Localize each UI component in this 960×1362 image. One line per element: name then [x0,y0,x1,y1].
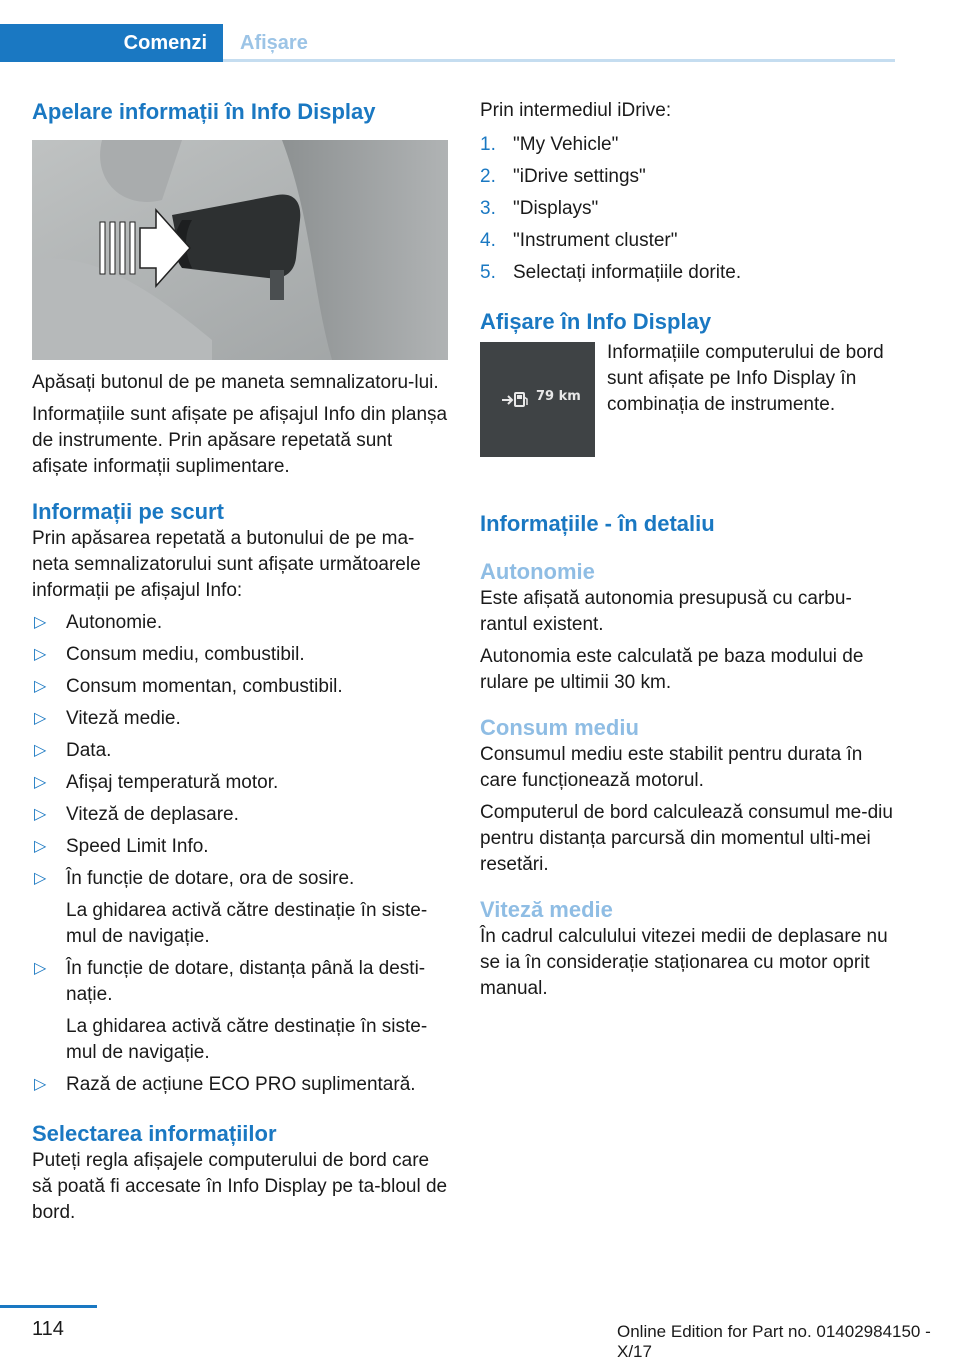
list-item [32,834,448,860]
tab-afisare[interactable]: Afișare [240,32,308,54]
list-item-text: Afișaj temperatură motor. [66,772,279,793]
list-item [480,228,896,254]
triangle-bullet-icon: ▷ [34,614,47,631]
step-number: 4. [480,230,496,251]
triangle-bullet-icon: ▷ [34,646,47,663]
step-text: "Instrument cluster" [513,230,678,251]
step-text: "My Vehicle" [513,134,619,155]
heading-afisare-info: Afișare în Info Display [480,309,712,334]
page-number: 114 [32,1318,64,1340]
list-item-subtext: La ghidarea activă către destinație în siste‐mul de navigație. [66,1016,428,1063]
info-bullet-list [32,610,448,1098]
list-item [32,738,448,764]
display-block [480,340,896,480]
step-text: "iDrive settings" [513,166,646,187]
list-item [480,132,896,158]
list-item [32,674,448,700]
list-item-subtext: La ghidarea activă către destinație în siste‐mul de navigație. [66,900,428,947]
list-item-text: Viteză medie. [66,708,181,729]
subheading-viteza-medie: Viteză medie [480,897,613,922]
list-item [32,610,448,636]
list-item [32,866,448,950]
list-item [32,1072,448,1098]
list-item [480,196,896,222]
edition-note: Online Edition for Part no. 01402984150 - X/17 [617,1322,931,1361]
para-idrive-intro: Prin intermediul iDrive: [480,100,672,121]
step-text: Selectați informațiile dorite. [513,262,742,283]
triangle-bullet-icon: ▷ [34,710,47,727]
list-item-text: Consum momentan, combustibil. [66,676,343,697]
left-column [32,98,448,1226]
list-item-text: Consum mediu, combustibil. [66,644,305,665]
para-consum-1: Consumul mediu este stabilit pentru durata în care funcționează motorul. [480,744,863,791]
heading-apelare: Apelare informații în Info Display [32,99,376,124]
triangle-bullet-icon: ▷ [34,870,47,887]
list-item-text: Viteză de deplasare. [66,804,239,825]
list-item [32,706,448,732]
heading-in-detaliu: Informațiile - în detaliu [480,511,715,536]
list-item [32,770,448,796]
triangle-bullet-icon: ▷ [34,838,47,855]
list-item-text: În funcție de dotare, ora de sosire. [66,868,355,889]
header-tabs [0,24,895,62]
idrive-steps-list [480,132,896,286]
list-item-text: În funcție de dotare, distanța până la desti‐nație. [66,958,426,1005]
triangle-bullet-icon: ▷ [34,960,47,977]
step-number: 1. [480,134,496,155]
para-consum-2: Computerul de bord calculează consumul me‐diu pentru distanța parcursă din momentul ulti‐mei resetări. [480,802,893,875]
step-number: 5. [480,262,496,283]
heading-informatii-scurt: Informații pe scurt [32,499,224,524]
footer-rule [0,1305,97,1308]
heading-selectarea: Selectarea informațiilor [32,1121,277,1146]
step-number: 3. [480,198,496,219]
step-text: "Displays" [513,198,599,219]
list-item [32,802,448,828]
para-autonomie-2: Autonomia este calculată pe baza modului de rulare pe ultimii 30 km. [480,646,864,693]
para-autonomie-1: Este afișată autonomia presupusă cu carbu‐rantul existent. [480,588,852,635]
para-display-text: Informațiile computerului de bord sunt afișate pe Info Display în combinația de instrumente. [607,342,884,415]
list-item [32,956,448,1066]
para-viteza-1: În cadrul calculului vitezei medii de deplasare nu se ia în considerație staționarea cu motor oprit manual. [480,926,888,999]
triangle-bullet-icon: ▷ [34,678,47,695]
para-configure-displays: Puteți regla afișajele computerului de bord care să poată fi accesate în Info Display pe ta‐bloul de bord. [32,1150,448,1223]
range-value: 79 km [536,389,581,404]
info-display-thumbnail [480,342,595,457]
subheading-consum-mediu: Consum mediu [480,715,639,740]
para-info-shown: Informațiile sunt afișate pe afișajul Info din planșa de instrumente. Prin apăsare repetată sunt afișate informații suplimentare. [32,404,448,477]
stalk-photo-svg [32,140,448,360]
stalk-button-illustration [32,140,448,360]
triangle-bullet-icon: ▷ [34,1076,47,1093]
subheading-autonomie: Autonomie [480,559,595,584]
step-number: 2. [480,166,496,187]
para-press-button: Apăsați butonul de pe maneta semnalizatoru‐lui. [32,372,439,393]
tab-comenzi[interactable]: Comenzi [0,24,223,62]
list-item-text: Data. [66,740,112,761]
list-item [32,642,448,668]
triangle-bullet-icon: ▷ [34,806,47,823]
list-item [480,164,896,190]
list-item [480,260,896,286]
list-item-text: Autonomie. [66,612,163,633]
list-item-text: Speed Limit Info. [66,836,209,857]
tab-underline [223,59,895,62]
right-column [480,98,896,1002]
triangle-bullet-icon: ▷ [34,742,47,759]
para-repeated-press: Prin apăsarea repetată a butonului de pe ma‐neta semnalizatorului sunt afișate următoarele informații pe afișajul Info: [32,528,421,601]
list-item-text: Rază de acțiune ECO PRO suplimentară. [66,1074,416,1095]
triangle-bullet-icon: ▷ [34,774,47,791]
